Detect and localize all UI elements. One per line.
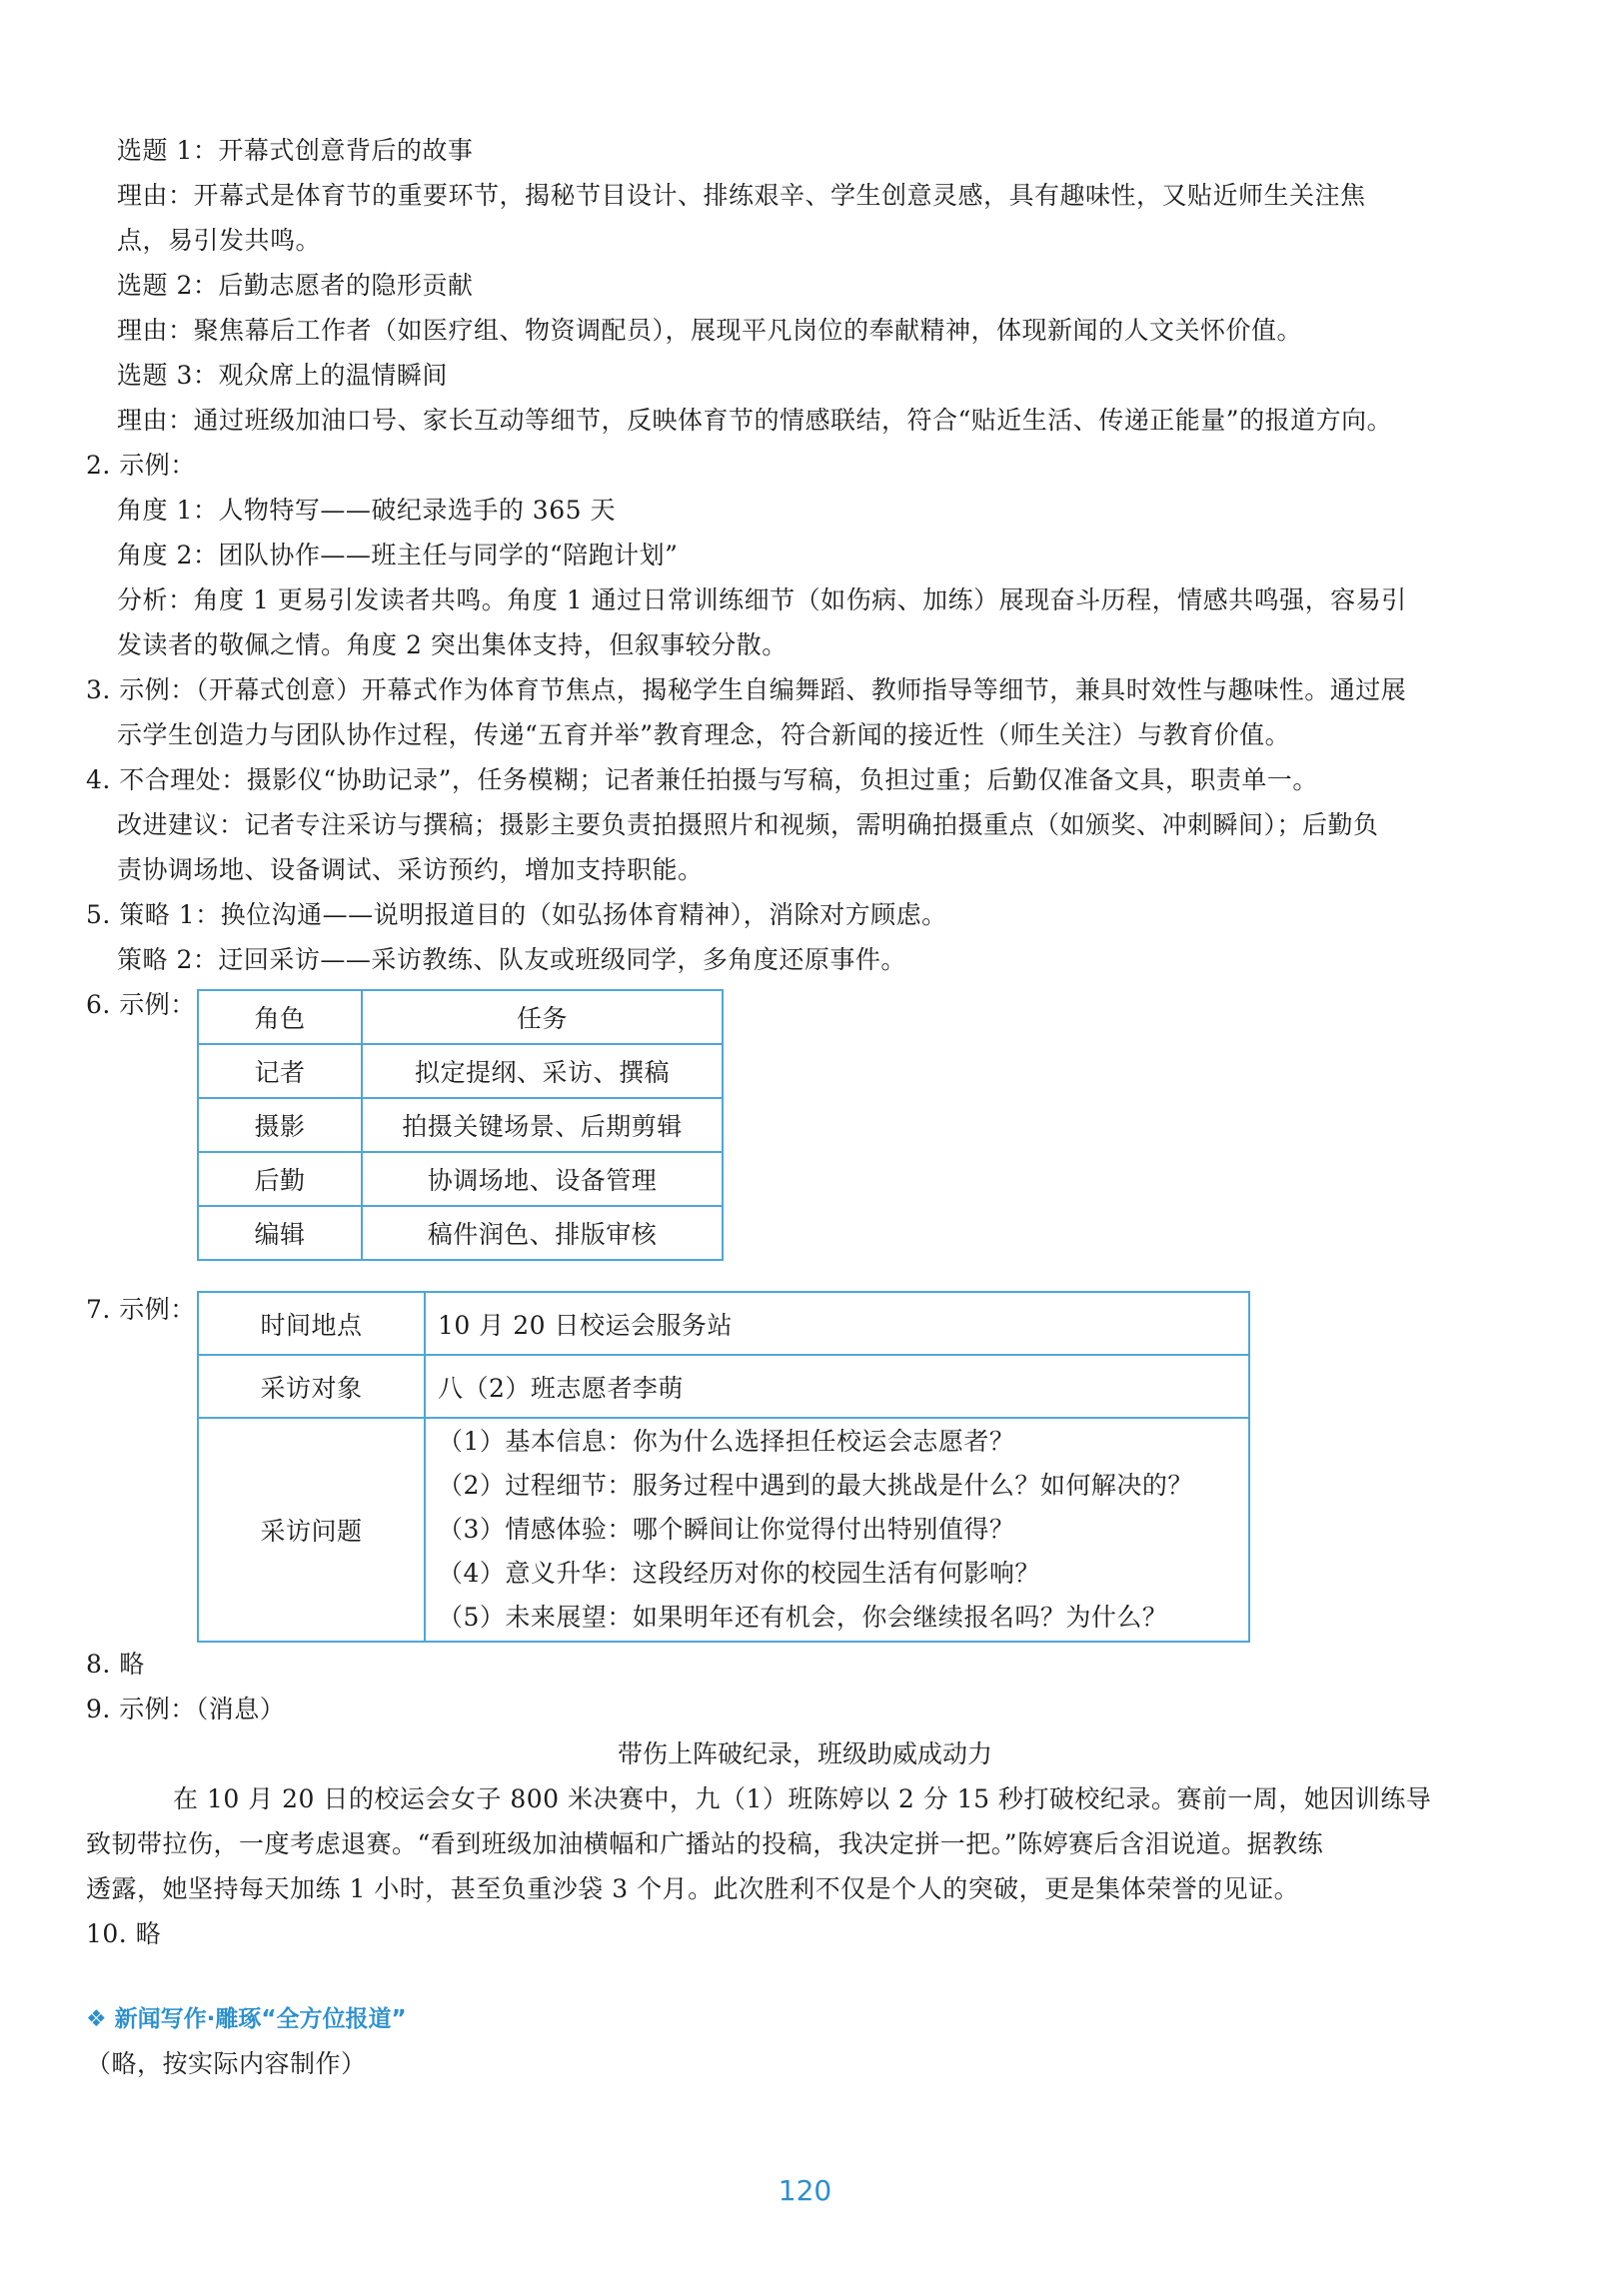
text-line: 4. 不合理处：摄影仪“协助记录”，任务模糊；记者兼任拍摄与写稿，负担过重；后勤仅准备文具，职责单一。 [86, 765, 1318, 794]
question-item: （5）未来展望：如果明年还有机会，你会继续报名吗？为什么？ [438, 1603, 1168, 1632]
text-line: 分析：角度 1 更易引发读者共鸣。角度 1 通过日常训练细节（如伤病、加练）展现奋斗历程，情感共鸣强，容易引 [117, 585, 1407, 614]
table-header-cell: 任务 [362, 990, 723, 1044]
table-cell: 协调场地、设备管理 [362, 1152, 723, 1206]
table-cell: 10 月 20 日校运会服务站 [425, 1292, 1249, 1355]
text-line: 选题 3：观众席上的温情瞬间 [117, 361, 448, 390]
text-line: 发读者的敬佩之情。角度 2 突出集体支持，但叙事较分散。 [117, 630, 788, 659]
table-cell: 采访对象 [198, 1355, 425, 1418]
table-cell: 拟定提纲、采访、撰稿 [362, 1044, 723, 1098]
table-cell: 采访问题 [198, 1418, 425, 1642]
table-row [198, 1044, 723, 1098]
table-cell: 稿件润色、排版审核 [362, 1206, 723, 1260]
text-line: 2. 示例： [86, 451, 196, 480]
text-line: 角度 1：人物特写——破纪录选手的 365 天 [117, 496, 616, 525]
text-line: 3. 示例：（开幕式创意）开幕式作为体育节焦点，揭秘学生自编舞蹈、教师指导等细节，兼具时效性与趣味性。通过展 [86, 675, 1407, 704]
role-table [197, 989, 724, 1261]
table-row [198, 1152, 723, 1206]
q6-label: 6. 示例： [86, 990, 196, 1019]
text-line: 改进建议：记者专注采访与撰稿；摄影主要负责拍摄照片和视频，需明确拍摄重点（如颁奖、冲刺瞬间）；后勤负 [117, 810, 1379, 839]
table-header-cell: 角色 [198, 990, 362, 1044]
table-row [198, 1206, 723, 1260]
table-header-row [198, 990, 723, 1044]
text-line: 点，易引发共鸣。 [117, 226, 322, 255]
news-headline: 带伤上阵破纪录，班级助威成动力 [617, 1739, 992, 1768]
section-note: （略，按实际内容制作） [86, 2049, 367, 2078]
table-row [198, 1355, 1249, 1418]
question-item: （2）过程细节：服务过程中遇到的最大挑战是什么？如何解决的？ [438, 1471, 1193, 1500]
text-line: 理由：开幕式是体育节的重要环节，揭秘节目设计、排练艰辛、学生创意灵感，具有趣味性，又贴近师生关注焦 [117, 181, 1366, 210]
news-body-line: 在 10 月 20 日的校运会女子 800 米决赛中，九（1）班陈婷以 2 分 15 秒打破校纪录。赛前一周，她因训练导 [173, 1784, 1432, 1813]
interview-table [197, 1291, 1250, 1643]
table-row [198, 1292, 1249, 1355]
text-line: 5. 策略 1：换位沟通——说明报道目的（如弘扬体育精神），消除对方顾虑。 [86, 900, 947, 929]
table-cell: 记者 [198, 1044, 362, 1098]
text-line: 角度 2：团队协作——班主任与同学的“陪跑计划” [117, 541, 679, 570]
table-row [198, 1098, 723, 1152]
question-item: （1）基本信息：你为什么选择担任校运会志愿者？ [438, 1427, 1015, 1456]
table-cell: 时间地点 [198, 1292, 425, 1355]
table-cell: 拍摄关键场景、后期剪辑 [362, 1098, 723, 1152]
text-line: 选题 1：开幕式创意背后的故事 [117, 136, 474, 165]
table-cell: 编辑 [198, 1206, 362, 1260]
page-number: 120 [778, 2174, 832, 2207]
text-line: 理由：通过班级加油口号、家长互动等细节，反映体育节的情感联结，符合“贴近生活、传递正能量”的报道方向。 [117, 406, 1393, 435]
text-line: 10. 略 [86, 1919, 162, 1948]
news-body-line: 致韧带拉伤，一度考虑退赛。“看到班级加油横幅和广播站的投稿，我决定拼一把。”陈婷赛后含泪说道。据教练 [86, 1829, 1324, 1858]
news-body-line: 透露，她坚持每天加练 1 小时，甚至负重沙袋 3 个月。此次胜利不仅是个人的突破，更是集体荣誉的见证。 [86, 1874, 1300, 1903]
text-line: 9. 示例：（消息） [86, 1695, 286, 1723]
section-title: ❖ 新闻写作·雕琢“全方位报道” [86, 2006, 407, 2032]
text-line: 理由：聚焦幕后工作者（如医疗组、物资调配员），展现平凡岗位的奉献精神，体现新闻的人文关怀价值。 [117, 316, 1303, 345]
questions-cell [425, 1418, 1249, 1642]
table-row [198, 1418, 1249, 1642]
text-line: 示学生创造力与团队协作过程，传递“五育并举”教育理念，符合新闻的接近性（师生关注）与教育价值。 [117, 720, 1291, 749]
text-line: 责协调场地、设备调试、采访预约，增加支持职能。 [117, 855, 704, 884]
question-item: （4）意义升华：这段经历对你的校园生活有何影响？ [438, 1559, 1040, 1588]
table-cell: 八（2）班志愿者李萌 [425, 1355, 1249, 1418]
q7-label: 7. 示例： [86, 1295, 196, 1324]
text-line: 策略 2：迂回采访——采访教练、队友或班级同学，多角度还原事件。 [117, 945, 906, 974]
text-line: 8. 略 [86, 1650, 145, 1679]
text-line: 选题 2：后勤志愿者的隐形贡献 [117, 271, 474, 300]
table-cell: 摄影 [198, 1098, 362, 1152]
question-item: （3）情感体验：哪个瞬间让你觉得付出特别值得？ [438, 1515, 1015, 1544]
table-cell: 后勤 [198, 1152, 362, 1206]
